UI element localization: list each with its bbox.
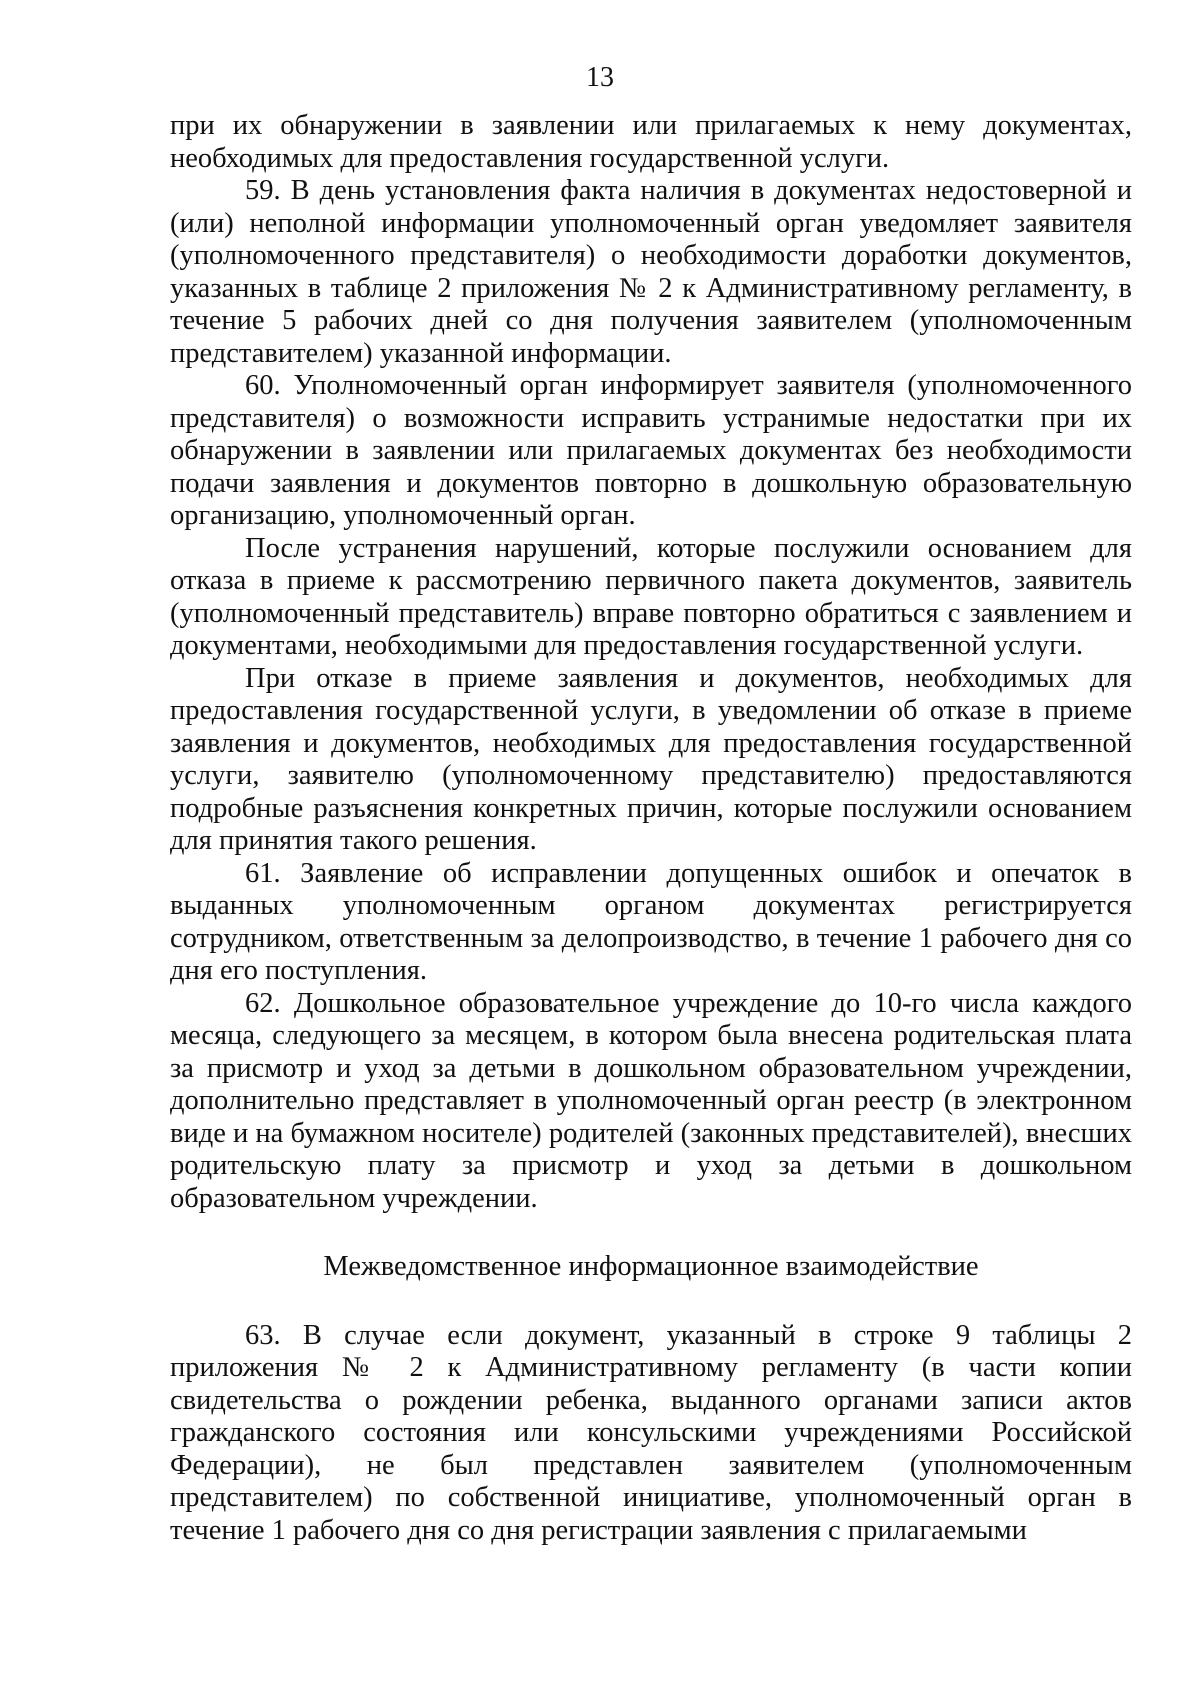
paragraph-62: 62. Дошкольное образовательное учреждение до 10-го числа каждого месяца, следующего за месяцем, в котором была внесена родительская плата за присмотр и уход за детьми в дошкольном образовательном учреждении, дополнительно представляет в уполномоченный орган реестр (в электронном виде и на бумажном носителе) родителей (законных представителей), внесших родительскую плату за присмотр и уход за детьми в дошкольном образовательном учреждении. [170, 987, 1132, 1214]
paragraph-63: 63. В случае если документ, указанный в строке 9 таблицы 2 приложения № 2 к Административному регламенту (в части копии свидетельства о рождении ребенка, выданного органами записи актов гражданского состояния или консульскими учреждениями Российской Федерации), не был представлен заявителем (уполномоченным представителем) по собственной инициативе, уполномоченный орган в течение 1 рабочего дня со дня регистрации заявления с прилагаемыми [170, 1319, 1132, 1546]
page-number: 13 [586, 62, 614, 93]
paragraph-continuation: при их обнаружении в заявлении или прилагаемых к нему документах, необходимых для предоставления государственной услуги. [170, 110, 1132, 174]
section-heading: Межведомственное информационное взаимодействие [323, 1251, 979, 1282]
paragraph-59: 59. В день установления факта наличия в документах недостоверной и (или) неполной информации уполномоченный орган уведомляет заявителя (уполномоченного представителя) о необходимости доработки документов, указанных в таблице 2 приложения № 2 к Административному регламенту, в течение 5 рабочих дней со дня получения заявителем (уполномоченным представителем) указанной информации. [170, 175, 1132, 369]
document-body [170, 110, 1132, 1547]
paragraph-60-after-correction: После устранения нарушений, которые послужили основанием для отказа в приеме к рассмотрению первичного пакета документов, заявитель (уполномоченный представитель) вправе повторно обратиться с заявлением и документами, необходимыми для предоставления государственной услуги. [170, 532, 1132, 661]
paragraph-60: 60. Уполномоченный орган информирует заявителя (уполномоченного представителя) о возможности исправить устранимые недостатки при их обнаружении в заявлении или прилагаемых документах без необходимости подачи заявления и документов повторно в дошкольную образовательную организацию, уполномоченный орган. [170, 370, 1132, 531]
paragraph-60-refusal: При отказе в приеме заявления и документов, необходимых для предоставления государственной услуги, в уведомлении об отказе в приеме заявления и документов, необходимых для предоставления государственной услуги, заявителю (уполномоченному представителю) предоставляются подробные разъяснения конкретных причин, которые послужили основанием для принятия такого решения. [170, 662, 1132, 856]
paragraph-61: 61. Заявление об исправлении допущенных ошибок и опечаток в выданных уполномоченным органом документах регистрируется сотрудником, ответственным за делопроизводство, в течение 1 рабочего дня со дня его поступления. [170, 857, 1132, 986]
